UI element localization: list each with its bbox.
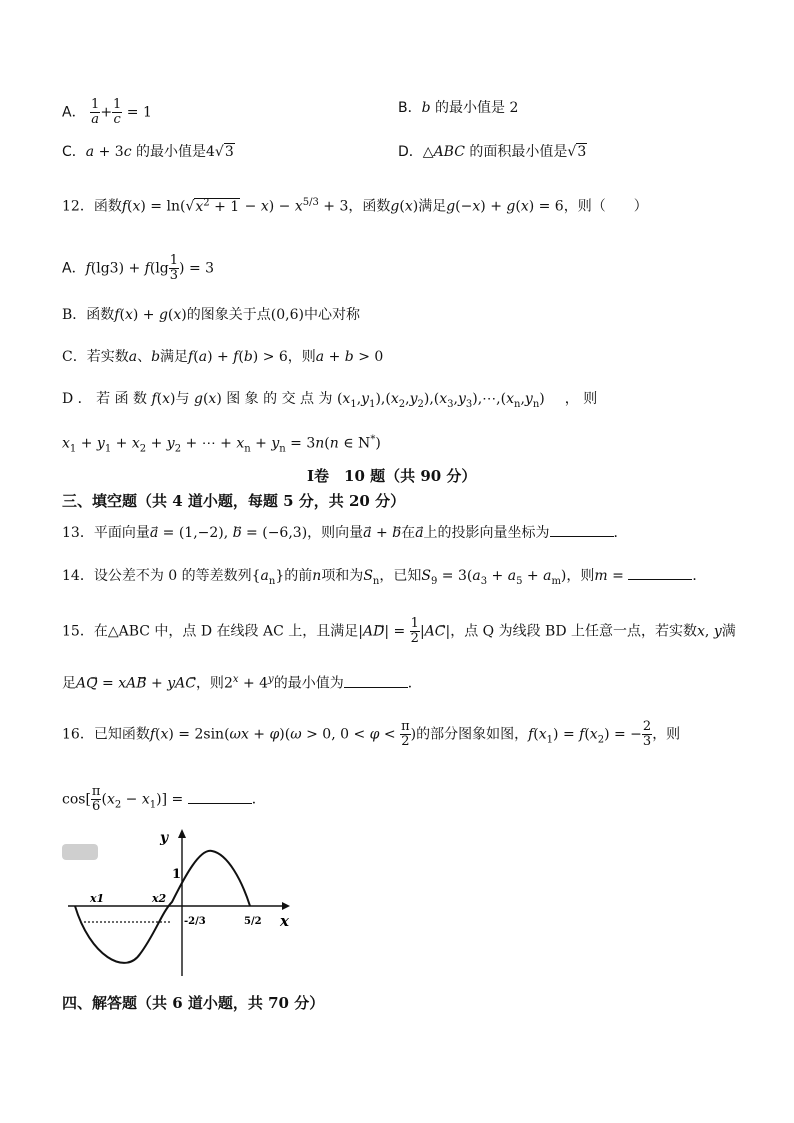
section3-title: 三、填空题（共 4 道小题，每题 5 分，共 20 分） [62,492,406,510]
q13-answer-blank [550,522,614,537]
sine-curve [75,851,250,963]
q15-text-line1: 15．在△ABC 中，点 D 在线段 AC 上，且满足|AD⃗| = $\frac{1}{2}$ |AC⃗|，点 Q 为线段 BD 上任意一点，若实数x, y满 [62,616,736,646]
q12-option-d: D ． 若 函 数 f(x)与 g(x) 图 象 的 交 点 为 $(x_1,y_1),(x_2,y_2),(x_3,y_3),\cdots,(x_n,y_n)$ ， 则 [62,391,598,410]
q12-option-d-formula: $x_1 + y_1 + x_2 + y_2$ + ⋯ + $x_n + y_n = 3n(n$ ∈ N*) [62,434,381,455]
y-one-label: 1 [172,867,182,882]
q14-text: 14．设公差不为 0 的等差数列$\{a_n\}$的前n项和为$S_n$，已知$S_9 = 3(a_3 + a_5 + a_m)$，则m = ． [62,565,706,592]
part-title: Ⅰ卷 10 题（共 90 分） [307,467,477,485]
x-axis-arrow [282,902,290,910]
q16-text-line2: cos[ $\frac{\pi}{6}$ $(x_2 - x_1)$] = ． [62,784,266,814]
q15-answer-blank [344,673,408,688]
q14-answer-blank [628,565,692,580]
smudge-mark [62,844,98,860]
q11-option-b: B．b 的最小值是 2 [398,100,519,116]
q16-sine-graph [60,826,300,986]
y-axis-arrow [178,829,186,838]
x1-label: x1 [90,892,105,905]
q16-text-line1: 16．已知函数f(x) = 2sin(ωx + φ)(ω > 0, 0 < φ < $\frac{\pi}{2}$ )的部分图象如图，$f(x_1) = f(x_2)$ = − $\frac{2}{3}$ ，则 [62,719,681,749]
q16-answer-blank [188,789,252,804]
q11-option-a: A． $\frac{1}{a}$ + $\frac{1}{c}$ = 1 [62,97,152,127]
y-axis-label: y [160,830,169,846]
section4-title: 四、解答题（共 6 道小题，共 70 分） [62,994,325,1012]
q15-text-line2: 足AQ⃗ = xAB⃗ + yAC，则$2^x + 4^y$的最小值为 ． [62,674,422,692]
q12-stem: 12．函数$f(x) = \ln(√x^2 + 1 - x) - x^{5/3} + 3$，函数g(x)满足g(−x) + g(x) = 6，则（ ） [62,197,648,215]
x-axis-label: x [280,912,289,930]
q12-option-a: A．f(lg3) + f(lg $\frac{1}{3}$ ) = 3 [62,253,215,283]
q11-option-c: C．a + 3c 的最小值是4√3 [62,144,234,160]
q13-text: 13．平面向量a⃗ = (1,−2), b⃗ = (−6,3)，则向量a⃗ + b在a上的投影向量坐标为 ． [62,522,628,543]
x2-label: x2 [152,892,167,905]
q12-option-c: C．若实数a、b满足f(a) + f(b) > 6，则a + b > 0 [62,349,384,365]
q12-option-b: B．函数f(x) + g(x)的图象关于点(0,6)中心对称 [62,307,360,323]
neg-two-thirds-label: -2/3 [184,916,206,927]
five-halves-label: 5/2 [244,916,262,927]
q11-option-d: D．△ABC 的面积最小值是√3 [398,144,587,160]
